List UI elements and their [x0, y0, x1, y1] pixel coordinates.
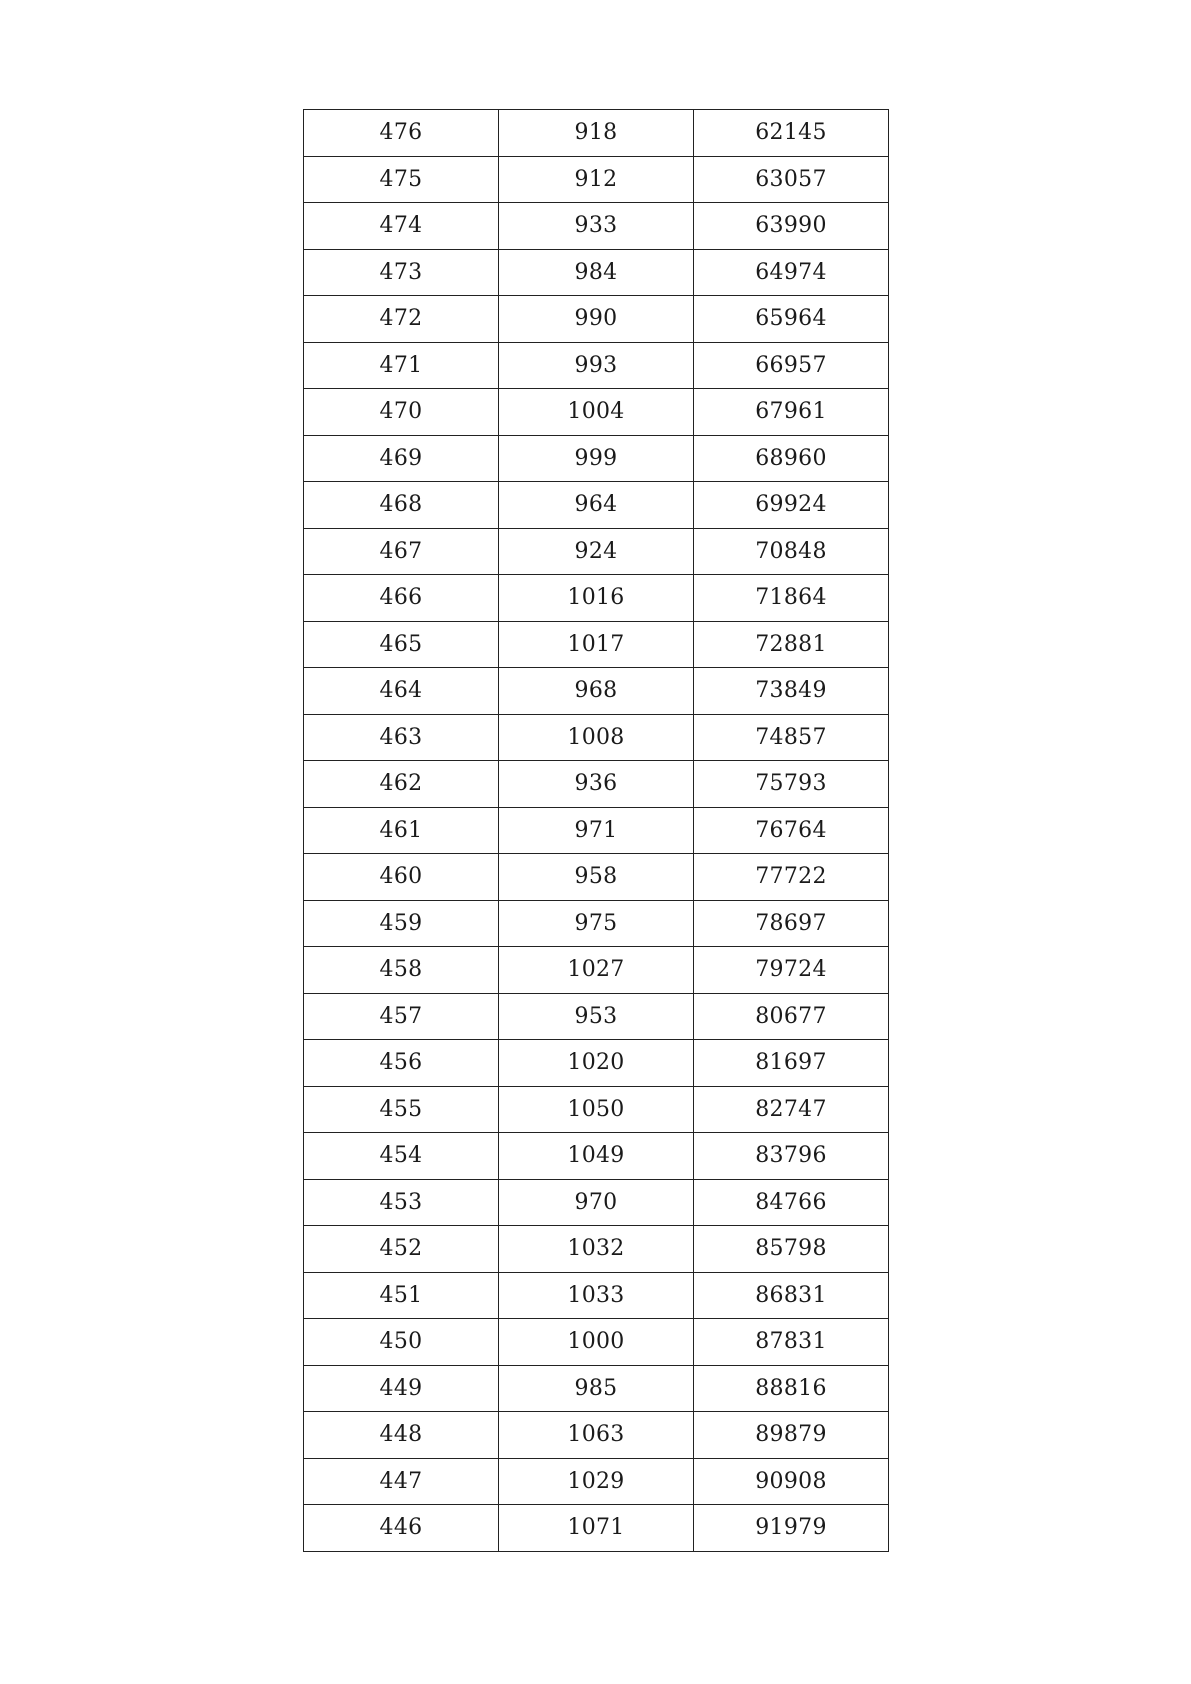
count-cell: 1029 — [499, 1458, 694, 1505]
cumulative-cell: 75793 — [694, 761, 889, 808]
table-row — [304, 1412, 889, 1459]
count-cell: 1020 — [499, 1040, 694, 1087]
score-cell: 465 — [304, 621, 499, 668]
table-row — [304, 1272, 889, 1319]
score-cell: 455 — [304, 1086, 499, 1133]
score-cell: 463 — [304, 714, 499, 761]
cumulative-cell: 87831 — [694, 1319, 889, 1366]
count-cell: 1004 — [499, 389, 694, 436]
cumulative-cell: 82747 — [694, 1086, 889, 1133]
table-row — [304, 249, 889, 296]
score-cell: 456 — [304, 1040, 499, 1087]
cumulative-cell: 90908 — [694, 1458, 889, 1505]
table-row — [304, 482, 889, 529]
count-cell: 975 — [499, 900, 694, 947]
count-cell: 968 — [499, 668, 694, 715]
table-row — [304, 203, 889, 250]
count-cell: 999 — [499, 435, 694, 482]
score-cell: 474 — [304, 203, 499, 250]
cumulative-cell: 91979 — [694, 1505, 889, 1552]
score-cell: 472 — [304, 296, 499, 343]
score-cell: 468 — [304, 482, 499, 529]
score-cell: 451 — [304, 1272, 499, 1319]
count-cell: 985 — [499, 1365, 694, 1412]
table-row — [304, 1133, 889, 1180]
count-cell: 933 — [499, 203, 694, 250]
count-cell: 1071 — [499, 1505, 694, 1552]
count-cell: 1063 — [499, 1412, 694, 1459]
count-cell: 1008 — [499, 714, 694, 761]
count-cell: 1049 — [499, 1133, 694, 1180]
score-cell: 476 — [304, 110, 499, 157]
score-cell: 453 — [304, 1179, 499, 1226]
table-row — [304, 993, 889, 1040]
score-cell: 461 — [304, 807, 499, 854]
score-cell: 447 — [304, 1458, 499, 1505]
score-cell: 473 — [304, 249, 499, 296]
cumulative-cell: 85798 — [694, 1226, 889, 1273]
cumulative-cell: 76764 — [694, 807, 889, 854]
table-row — [304, 621, 889, 668]
count-cell: 984 — [499, 249, 694, 296]
table-row — [304, 528, 889, 575]
score-cell: 449 — [304, 1365, 499, 1412]
cumulative-cell: 65964 — [694, 296, 889, 343]
table-row — [304, 1505, 889, 1552]
cumulative-cell: 67961 — [694, 389, 889, 436]
cumulative-cell: 71864 — [694, 575, 889, 622]
count-cell: 1017 — [499, 621, 694, 668]
score-cell: 452 — [304, 1226, 499, 1273]
count-cell: 964 — [499, 482, 694, 529]
score-cell: 460 — [304, 854, 499, 901]
score-cell: 469 — [304, 435, 499, 482]
score-cell: 471 — [304, 342, 499, 389]
count-cell: 1016 — [499, 575, 694, 622]
table-row — [304, 1365, 889, 1412]
count-cell: 1000 — [499, 1319, 694, 1366]
count-cell: 918 — [499, 110, 694, 157]
score-cell: 475 — [304, 156, 499, 203]
score-cell: 464 — [304, 668, 499, 715]
table-row — [304, 668, 889, 715]
score-distribution-table — [303, 109, 889, 1552]
table-row — [304, 1319, 889, 1366]
cumulative-cell: 89879 — [694, 1412, 889, 1459]
score-cell: 462 — [304, 761, 499, 808]
table-row — [304, 1086, 889, 1133]
count-cell: 993 — [499, 342, 694, 389]
score-cell: 458 — [304, 947, 499, 994]
table-row — [304, 156, 889, 203]
table-row — [304, 389, 889, 436]
cumulative-cell: 84766 — [694, 1179, 889, 1226]
cumulative-cell: 63057 — [694, 156, 889, 203]
table-row — [304, 1226, 889, 1273]
cumulative-cell: 88816 — [694, 1365, 889, 1412]
table-row — [304, 947, 889, 994]
table-row — [304, 1458, 889, 1505]
count-cell: 1032 — [499, 1226, 694, 1273]
score-cell: 446 — [304, 1505, 499, 1552]
table-row — [304, 1179, 889, 1226]
table-row — [304, 296, 889, 343]
table-row — [304, 342, 889, 389]
table-row — [304, 714, 889, 761]
count-cell: 1027 — [499, 947, 694, 994]
score-cell: 466 — [304, 575, 499, 622]
cumulative-cell: 70848 — [694, 528, 889, 575]
table-row — [304, 854, 889, 901]
cumulative-cell: 72881 — [694, 621, 889, 668]
cumulative-cell: 86831 — [694, 1272, 889, 1319]
count-cell: 1050 — [499, 1086, 694, 1133]
table-row — [304, 1040, 889, 1087]
table-row — [304, 807, 889, 854]
table-row — [304, 761, 889, 808]
table-row — [304, 435, 889, 482]
score-cell: 457 — [304, 993, 499, 1040]
count-cell: 953 — [499, 993, 694, 1040]
cumulative-cell: 74857 — [694, 714, 889, 761]
table-row — [304, 575, 889, 622]
count-cell: 924 — [499, 528, 694, 575]
score-cell: 470 — [304, 389, 499, 436]
cumulative-cell: 64974 — [694, 249, 889, 296]
cumulative-cell: 63990 — [694, 203, 889, 250]
cumulative-cell: 78697 — [694, 900, 889, 947]
count-cell: 912 — [499, 156, 694, 203]
table-body — [304, 110, 889, 1552]
cumulative-cell: 81697 — [694, 1040, 889, 1087]
cumulative-cell: 73849 — [694, 668, 889, 715]
score-cell: 459 — [304, 900, 499, 947]
count-cell: 970 — [499, 1179, 694, 1226]
cumulative-cell: 66957 — [694, 342, 889, 389]
score-cell: 448 — [304, 1412, 499, 1459]
count-cell: 971 — [499, 807, 694, 854]
cumulative-cell: 77722 — [694, 854, 889, 901]
count-cell: 1033 — [499, 1272, 694, 1319]
score-cell: 454 — [304, 1133, 499, 1180]
count-cell: 958 — [499, 854, 694, 901]
cumulative-cell: 62145 — [694, 110, 889, 157]
table-row — [304, 110, 889, 157]
cumulative-cell: 83796 — [694, 1133, 889, 1180]
cumulative-cell: 80677 — [694, 993, 889, 1040]
score-cell: 467 — [304, 528, 499, 575]
count-cell: 990 — [499, 296, 694, 343]
count-cell: 936 — [499, 761, 694, 808]
score-cell: 450 — [304, 1319, 499, 1366]
cumulative-cell: 69924 — [694, 482, 889, 529]
cumulative-cell: 68960 — [694, 435, 889, 482]
table-row — [304, 900, 889, 947]
cumulative-cell: 79724 — [694, 947, 889, 994]
